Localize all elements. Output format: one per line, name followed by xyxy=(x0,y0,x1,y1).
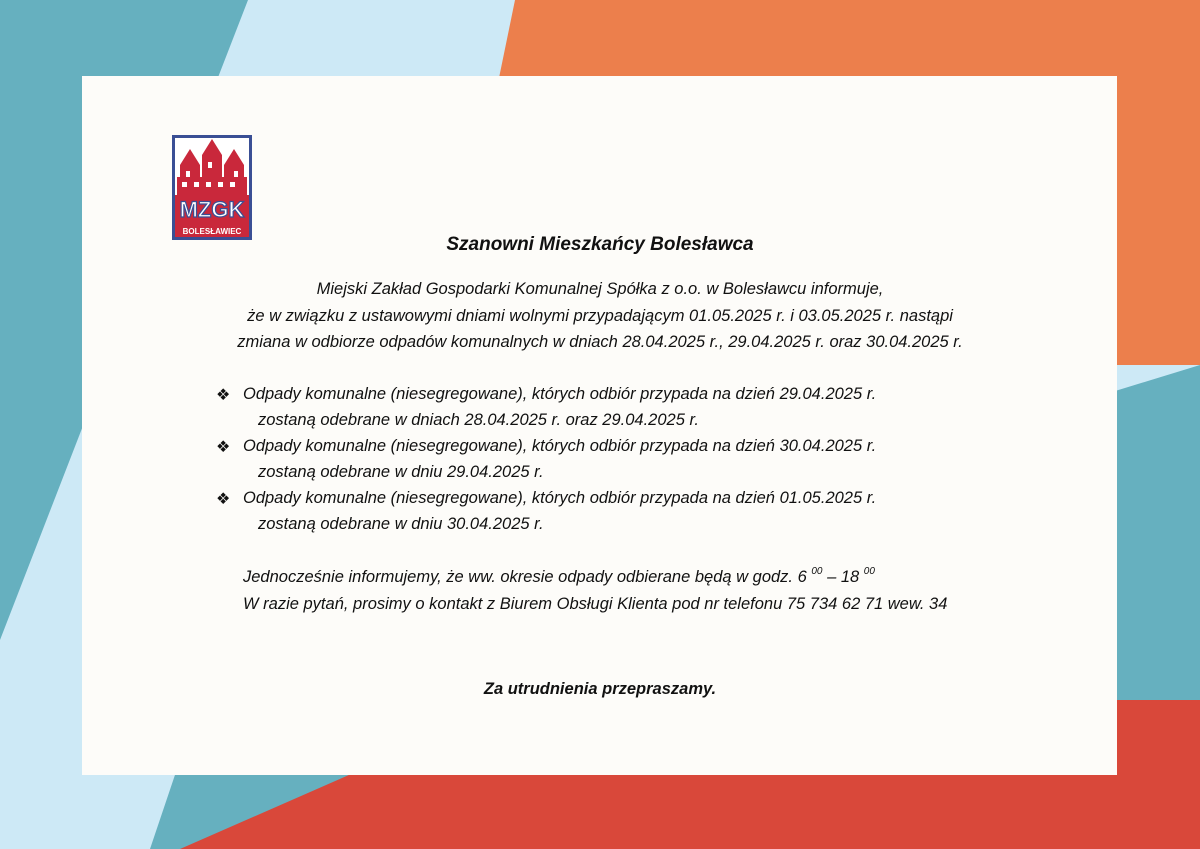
bullet-icon: ❖ xyxy=(216,439,231,456)
item-3-line-1: Odpady komunalne (niesegregowane), których odbiór przypada na dzień 01.05.2025 r. xyxy=(243,489,877,507)
intro-line-2: że w związku z ustawowymi dniami wolnymi przypadającym 01.05.2025 r. i 03.05.2025 r. nastąpi xyxy=(247,307,953,325)
mzgk-logo xyxy=(172,135,252,240)
intro-line-3: zmiana w odbiorze odpadów komunalnych w dniach 28.04.2025 r., 29.04.2025 r. oraz 30.04.2025 r. xyxy=(237,333,963,351)
contact-line: W razie pytań, prosimy o kontakt z Biurem Obsługi Klienta pod nr telefonu 75 734 62 71 wew. 34 xyxy=(243,595,948,613)
notice-title: Szanowni Mieszkańcy Bolesławca xyxy=(446,234,754,255)
item-1-line-1: Odpady komunalne (niesegregowane), których odbiór przypada na dzień 29.04.2025 r. xyxy=(243,385,877,403)
bullet-icon: ❖ xyxy=(216,387,231,404)
item-2-line-1: Odpady komunalne (niesegregowane), których odbiór przypada na dzień 30.04.2025 r. xyxy=(243,437,877,455)
logo-text: MZGK xyxy=(179,197,245,222)
closing-text: Za utrudnienia przepraszamy. xyxy=(483,680,717,698)
logo-city: BOLESŁAWIEC xyxy=(182,227,242,236)
bullet-icon: ❖ xyxy=(216,491,231,508)
item-2-line-2: zostaną odebrane w dniu 29.04.2025 r. xyxy=(258,463,544,481)
item-1-line-2: zostaną odebrane w dniach 28.04.2025 r. oraz 29.04.2025 r. xyxy=(258,411,699,429)
hours-line: Jednocześnie informujemy, że ww. okresie odpady odbierane będą w godz. 6 $^{00}$ – 18 $^{00}$ xyxy=(243,566,875,586)
item-3-line-2: zostaną odebrane w dniu 30.04.2025 r. xyxy=(258,515,544,533)
intro-line-1: Miejski Zakład Gospodarki Komunalnej Spółka z o.o. w Bolesławcu informuje, xyxy=(316,280,884,298)
